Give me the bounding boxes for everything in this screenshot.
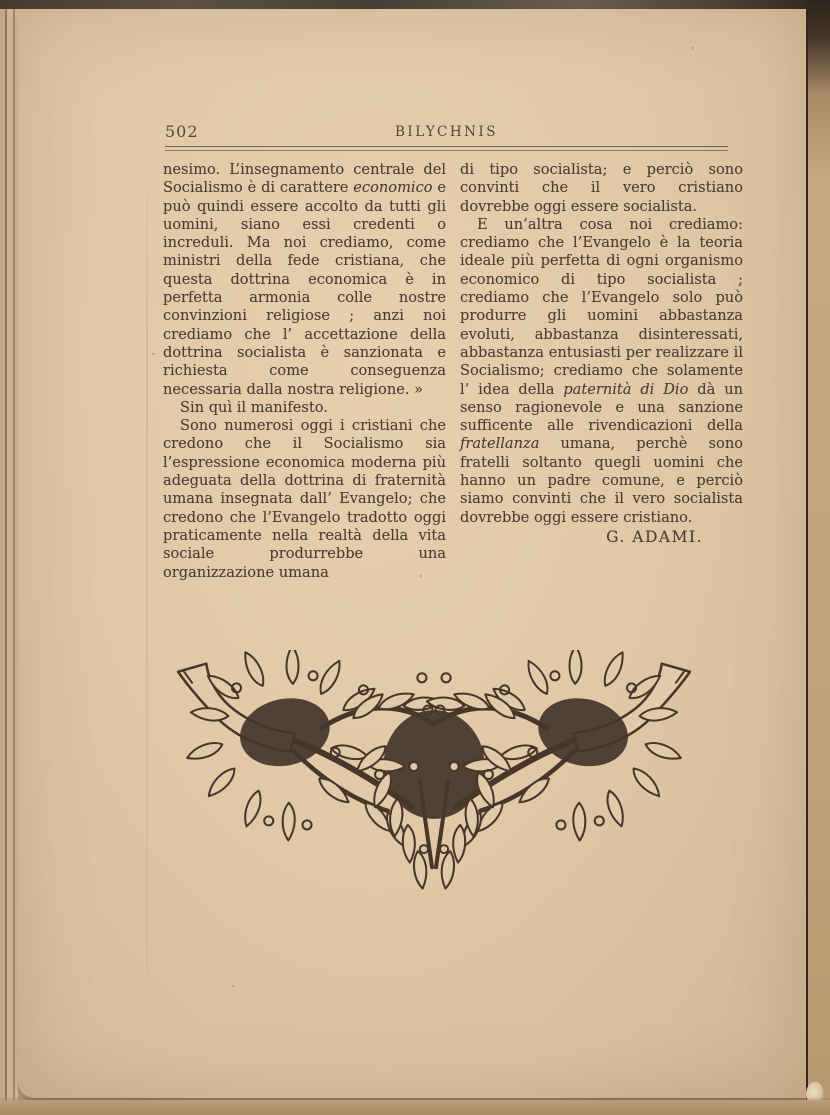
italic-text: paternità di Dio [563,380,689,398]
text-columns [163,161,743,582]
paper-crease [146,159,148,1069]
paragraph [163,399,446,417]
column-right [460,161,743,582]
text-run: Sin quì il manifesto. [180,398,328,416]
folio-number: 502 [165,122,199,141]
text-run: e può quindi essere accolto da tutti gli uomini, siano essi credenti o increduli. Ma noi crediamo, come ministri della fede cristiana, che questa dottrina economica è in perfetta armonia colle nostre convinzioni religiose ; anzi noi crediamo che l’ accettazione della dottrina socialista è sanzionata e richiesta come conseguenza necessaria dalla nostra religione. » [163,179,446,398]
text-run: nesimo. L’insegnamento centrale del Socialismo è di carattere [163,161,446,197]
text-run: di tipo socialista; e perciò sono convinti che il vero cristiano dovrebbe oggi essere socialista. [460,161,743,215]
text-run: umana, perchè sono fratelli soltanto quegli uomini che hanno un padre comune, e perciò siamo convinti che il vero socialista dovrebbe oggi essere cristiano. [460,435,743,526]
foxing-speck [692,47,694,49]
column-left [163,161,446,582]
scan-bottom-edge [0,1098,830,1115]
text-run: E un’altra cosa noi crediamo: crediamo che l’Evangelo è la teoria ideale più perfetta di ogni organismo economico di tipo socialista ; crediamo che l’Evangelo solo può produrre gli uomini abbastanza evoluti, abbastanza disinteressati, abbastanza entusiasti per realizzare il Socialismo; crediamo che solamente l’ idea della [460,215,743,398]
italic-text: fratellanza [460,435,540,453]
paragraph [163,161,446,399]
text-run: dà un senso ragionevole e una sanzione sufficente alle rivendicazioni della [460,380,743,435]
scan-top-edge [0,0,830,9]
italic-text: economico [353,179,433,197]
book-page [18,9,806,1098]
laurel-ornament [172,650,696,890]
paragraph [163,417,446,582]
foxing-speck [232,985,234,987]
text-run: Sono numerosi oggi i cristiani che credono che il Socialismo sia l’espressione economica moderna più adeguata della dottrina di fraternità umana insegnata dall’ Evangelo; che credono che l’Evangelo tradotto oggi praticamente nella realtà della vita sociale produrrebbe una organizzazione umana [163,417,446,581]
paragraph [460,216,743,527]
foxing-speck [152,353,155,355]
journal-title: BILYCHNIS [394,124,499,140]
book-fore-edge [806,0,830,1115]
page-header [165,119,728,145]
paragraph [460,161,743,216]
page-stack-edge-left [0,9,18,1115]
column-right-paragraphs [460,161,743,527]
author-signature: G. ADAMI. [606,527,703,546]
header-rule [165,146,728,151]
